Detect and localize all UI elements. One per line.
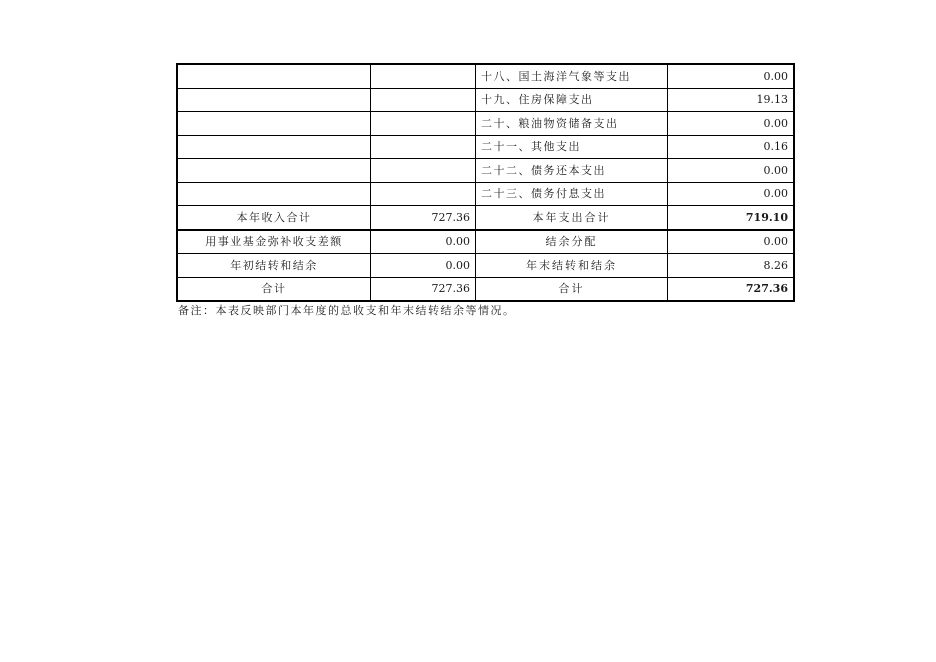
- closing-carryover-label: 年末结转和结余: [476, 254, 668, 278]
- table-row: [177, 135, 794, 159]
- surplus-distribution-label: 结余分配: [476, 230, 668, 254]
- income-amount-cell: [371, 159, 476, 183]
- expense-total-amount: 719.10: [668, 206, 795, 230]
- table-note: 备注：本表反映部门本年度的总收支和年末结转结余等情况。: [178, 304, 516, 317]
- expense-item-cell: 二十二、债务还本支出: [476, 159, 668, 183]
- income-item-cell: [177, 64, 371, 88]
- expense-grand-total-amount: 727.36: [668, 277, 795, 301]
- table-row: [177, 159, 794, 183]
- expense-item-cell: 二十一、其他支出: [476, 135, 668, 159]
- expense-total-label: 本年支出合计: [476, 206, 668, 230]
- income-amount-cell: [371, 64, 476, 88]
- table-row: [177, 88, 794, 112]
- income-total-label: 本年收入合计: [177, 206, 371, 230]
- income-item-cell: [177, 182, 371, 206]
- carryover-row: [177, 254, 794, 278]
- table-row: [177, 182, 794, 206]
- budget-summary-table: [176, 63, 795, 302]
- annual-total-row: [177, 206, 794, 230]
- income-total-amount: 727.36: [371, 206, 476, 230]
- income-amount-cell: [371, 112, 476, 136]
- expense-item-cell: 十九、住房保障支出: [476, 88, 668, 112]
- closing-carryover-amount: 8.26: [668, 254, 795, 278]
- income-grand-total-label: 合计: [177, 277, 371, 301]
- income-amount-cell: [371, 182, 476, 206]
- income-amount-cell: [371, 135, 476, 159]
- income-grand-total-amount: 727.36: [371, 277, 476, 301]
- expense-grand-total-label: 合计: [476, 277, 668, 301]
- expense-item-cell: 二十三、债务付息支出: [476, 182, 668, 206]
- expense-item-cell: 十八、国土海洋气象等支出: [476, 64, 668, 88]
- expense-amount-cell: 0.00: [668, 159, 795, 183]
- expense-amount-cell: 0.00: [668, 182, 795, 206]
- expense-amount-cell: 0.16: [668, 135, 795, 159]
- fund-balance-row: [177, 230, 794, 254]
- grand-total-row: [177, 277, 794, 301]
- fund-offset-amount: 0.00: [371, 230, 476, 254]
- opening-carryover-label: 年初结转和结余: [177, 254, 371, 278]
- expense-amount-cell: 0.00: [668, 112, 795, 136]
- table-row: [177, 64, 794, 88]
- income-item-cell: [177, 159, 371, 183]
- table-row: [177, 112, 794, 136]
- surplus-distribution-amount: 0.00: [668, 230, 795, 254]
- income-item-cell: [177, 112, 371, 136]
- expense-amount-cell: 0.00: [668, 64, 795, 88]
- expense-amount-cell: 19.13: [668, 88, 795, 112]
- income-amount-cell: [371, 88, 476, 112]
- income-item-cell: [177, 135, 371, 159]
- opening-carryover-amount: 0.00: [371, 254, 476, 278]
- expense-item-cell: 二十、粮油物资储备支出: [476, 112, 668, 136]
- fund-offset-label: 用事业基金弥补收支差额: [177, 230, 371, 254]
- income-item-cell: [177, 88, 371, 112]
